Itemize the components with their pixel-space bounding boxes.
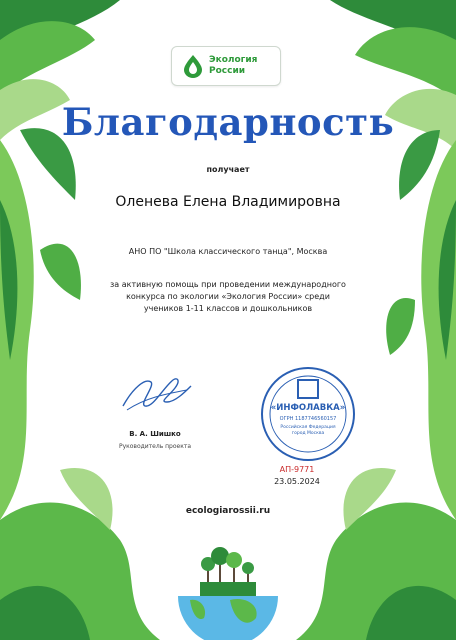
document-date: 23.05.2024 <box>274 477 320 486</box>
stamp-line-1: Российская Федерация <box>280 425 336 430</box>
organization: АНО ПО "Школа классического танца", Москва <box>128 247 328 256</box>
signer-role: Руководитель проекта <box>118 443 192 450</box>
logo-line-2: России <box>209 66 246 76</box>
logo-line-1: Экология <box>209 55 258 65</box>
stamp-ogrn: ОГРН 1187746560157 <box>279 416 337 422</box>
receives-label: получает <box>206 165 250 174</box>
stamp-line-2: город Москва <box>291 431 325 436</box>
logo-text <box>209 55 257 77</box>
stamp <box>258 364 358 464</box>
certificate-title: Благодарность <box>61 100 395 144</box>
document-number: АП-9771 <box>279 465 315 474</box>
website-url: ecologiarossii.ru <box>185 506 271 516</box>
recipient-name: Оленева Елена Владимировна <box>115 194 341 210</box>
signer-name: В. А. Шишко <box>129 430 181 438</box>
signature <box>115 368 195 418</box>
leaf-drop-icon <box>182 54 204 78</box>
description: за активную помощь при проведении международного конкурса по экологии «Экология России» среди учеников 1-11 классов и дошкольников <box>110 280 346 313</box>
globe-illustration <box>170 538 286 640</box>
logo <box>171 46 281 86</box>
stamp-brand: «ИНФОЛАВКА» <box>270 403 346 413</box>
